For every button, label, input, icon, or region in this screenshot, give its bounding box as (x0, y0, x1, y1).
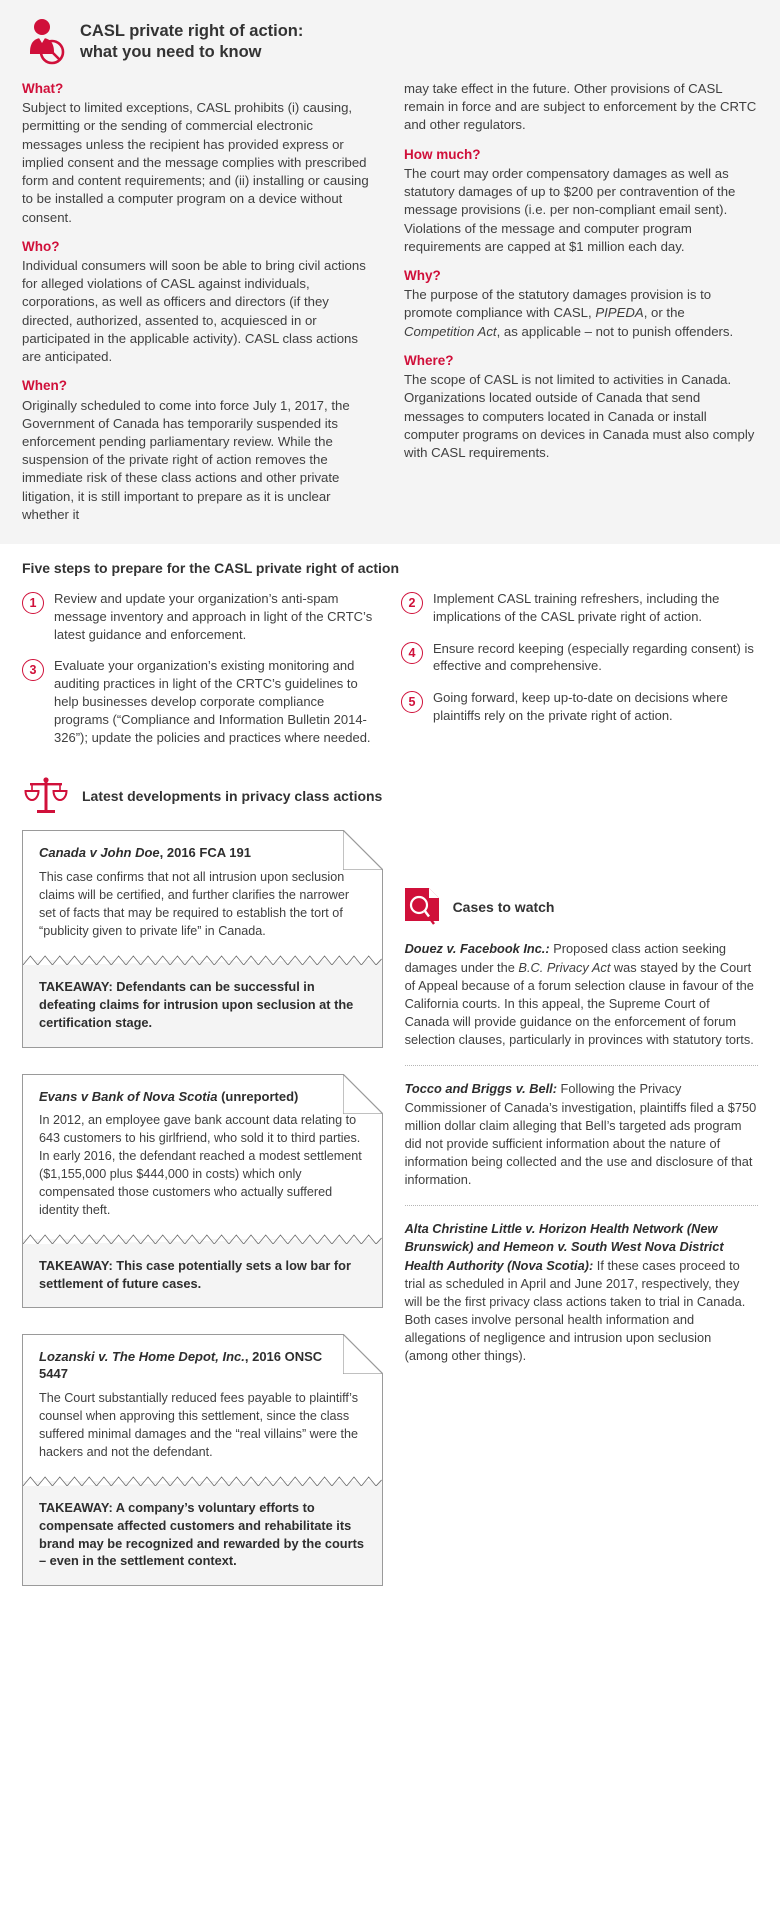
case-body (23, 1075, 382, 1234)
case-body (23, 831, 382, 954)
case-text: In 2012, an employee gave bank account data relating to 643 customers to his girlfriend, who sold it to third parties. In early 2016, the defendant reached a modest settlement ($1,155,000 plus $444,000 in costs) which only compensated those customers who actually suffered identity theft. (39, 1113, 362, 1217)
why-part3: , as applicable – not to punish offenders. (496, 323, 734, 339)
developments-header (22, 776, 758, 816)
step-text: Review and update your organization’s anti-spam message inventory and approach in light of the CRTC’s latest guidance and enforcement. (54, 591, 373, 642)
overview-left-column (22, 80, 376, 524)
case-takeaway: TAKEAWAY: This case potentially sets a low bar for settlement of future cases. (23, 1244, 382, 1308)
step-number: 5 (401, 691, 423, 713)
step-number: 3 (22, 659, 44, 681)
step-item (401, 590, 758, 626)
case-title-citation: , 2016 ONSC 5447 (39, 1349, 323, 1382)
overview-right-column (404, 80, 758, 524)
case-title (39, 1089, 366, 1106)
why-part2: , or the (643, 305, 685, 321)
document-magnifier-icon (405, 888, 439, 926)
case-cards-column (22, 830, 383, 1612)
case-title-citation: , 2016 FCA 191 (159, 845, 251, 861)
developments-section (0, 774, 780, 1634)
step-text: Going forward, keep up-to-date on decisions where plaintiffs rely on the private right of action. (433, 690, 728, 724)
step-number: 4 (401, 642, 423, 664)
steps-left-column (22, 590, 379, 760)
watch-item (405, 1065, 758, 1205)
case-card (22, 830, 383, 1047)
watch-item-text-1: If these cases proceed to trial as scheduled in April and June 2017, respectively, they will be the first privacy class actions taken to trial in Canada. Both cases involve personal health information and allegations of negligence and intrusion upon seclusion (among other things). (404, 1257, 746, 1364)
scales-of-justice-icon (24, 776, 68, 816)
step-item (401, 640, 758, 676)
qa-heading-who: Who? (22, 238, 60, 254)
case-card (22, 1074, 383, 1309)
case-takeaway: TAKEAWAY: A company’s voluntary efforts to compensate affected customers and rehabilitate its brand may be recognized and rewarded by the courts – even in the settlement context. (23, 1486, 382, 1586)
case-text: This case confirms that not all intrusion upon seclusion claims will be certified, and further clarifies the narrower set of facts that may be required to establish the tort of “publicity given to private life” in Canada. (39, 870, 350, 938)
case-title-italic: Evans v Bank of Nova Scotia (39, 1088, 218, 1104)
qa-heading-what: What? (22, 81, 64, 96)
qa-body-how-much: The court may order compensatory damages as well as statutory damages of up to $200 per contravention of the message provisions (i.e. per non-compliant email sent). Violations of the message and computer program requirements are capped at $1 million each day. (404, 165, 736, 254)
watch-item-text-2: was stayed by the Court of Appeal because of a forum selection clause in favour of the California courts. In this appeal, the Supreme Court of Canada will provide guidance on the enforcement of forum selection clauses, particularly in provinces with statutory torts. (404, 959, 754, 1048)
five-steps-grid (22, 590, 758, 760)
overview-header (22, 18, 758, 66)
watch-item-name: Douez v. Facebook Inc.: (404, 941, 550, 957)
developments-title: Latest developments in privacy class actions (82, 788, 383, 805)
qa-body-why (404, 286, 758, 341)
why-italic-competition-act: Competition Act (404, 323, 497, 339)
five-steps-section (0, 544, 780, 774)
case-body (23, 1335, 382, 1475)
five-steps-title: Five steps to prepare for the CASL private right of action (22, 560, 400, 577)
watch-item (405, 1205, 758, 1381)
folded-corner-icon (343, 1074, 383, 1114)
step-text: Implement CASL training refreshers, including the implications of the CASL private right of action. (433, 591, 720, 624)
watch-item (405, 940, 758, 1065)
case-title-citation: (unreported) (217, 1088, 299, 1104)
step-item (22, 657, 379, 746)
page-title-line2: what you need to know (80, 43, 262, 62)
watch-item-name: Alta Christine Little v. Horizon Health Network (New Brunswick) and Hemeon v. South West Nova District Health Authority (Nova Scotia): (404, 1221, 724, 1273)
zigzag-divider (23, 955, 382, 965)
folded-corner-icon (343, 830, 383, 870)
qa-heading-when: When? (22, 378, 67, 394)
steps-right-column (401, 590, 758, 760)
case-title-italic: Canada v John Doe (39, 845, 160, 861)
step-number: 1 (22, 592, 44, 614)
overview-columns (22, 80, 758, 524)
case-text: The Court substantially reduced fees payable to plaintiff’s counsel when approving this settlement, since the class suffered minimal damages and the “real villains” were the hackers and not the defendant. (39, 1391, 358, 1459)
step-text: Evaluate your organization’s existing monitoring and auditing practices in light of the CRTC’s guidelines to help businesses develop corporate compliance programs (“Compliance and Information Bulletin 2014-326”); update the policies and practices where needed. (54, 658, 371, 745)
case-title (39, 1349, 366, 1383)
overview-panel (0, 0, 780, 544)
developments-columns (22, 830, 758, 1612)
qa-heading-why: Why? (404, 267, 441, 283)
watch-item-name: Tocco and Briggs v. Bell: (404, 1081, 557, 1097)
zigzag-divider (23, 1476, 382, 1486)
cases-to-watch-column (405, 830, 758, 1612)
cases-to-watch-title: Cases to watch (452, 899, 555, 916)
step-number: 2 (401, 592, 423, 614)
folded-corner-icon (343, 1334, 383, 1374)
qa-body-who: Individual consumers will soon be able to bring civil actions for alleged violations of CASL against individuals, corporations, as well as officers and directors (if they directed, authorized, assented to, acquiesced in or participated in the applicable activity). CASL class actions are anticipated. (22, 257, 366, 365)
qa-body-when-continued: may take effect in the future. Other provisions of CASL remain in force and are subject to enforcement by the CRTC and other regulators. (404, 81, 757, 133)
watch-item-italic: B.C. Privacy Act (518, 959, 611, 975)
person-prohibited-icon (26, 18, 66, 66)
step-text: Ensure record keeping (especially regarding consent) is effective and comprehensive. (433, 640, 754, 674)
qa-body-what: Subject to limited exceptions, CASL prohibits (i) causing, permitting or the sending of commercial electronic messages unless the recipient has provided express or implied consent and the message complies with prescribed form and content requirements; and (ii) installing or causing to be installed a computer program on a device without consent. (22, 100, 369, 225)
case-card (22, 1334, 383, 1586)
why-part1: The purpose of the statutory damages provision is to promote compliance with CASL, (404, 287, 712, 321)
case-takeaway: TAKEAWAY: Defendants can be successful in defeating claims for intrusion upon seclusion at the certification stage. (23, 965, 382, 1047)
why-italic-pipeda: PIPEDA (595, 305, 644, 321)
step-item (401, 689, 758, 725)
qa-body-when: Originally scheduled to come into force July 1, 2017, the Government of Canada has temporarily suspended its enforcement pending parliamentary review. While the suspension of the private right of action removes the immediate risk of these class actions and other private litigation, it is still important to prepare as it is unclear whether it (22, 397, 350, 522)
qa-heading-where: Where? (404, 352, 454, 368)
page-title-line1: CASL private right of action: (80, 22, 304, 40)
qa-body-where: The scope of CASL is not limited to activities in Canada. Organizations located outside of Canada that send messages to computers located in Canada or install computer programs on devices in Canada must also comply with CASL requirements. (404, 372, 755, 460)
watch-item-text-1: Following the Privacy Commissioner of Canada’s investigation, plaintiffs filed a $750 million dollar claim alleging that Bell’s targeted ads program did not provide sufficient information about the nature of information being collected and the use and disclosure of that information. (404, 1081, 757, 1188)
qa-heading-how-much: How much? (404, 146, 481, 162)
zigzag-divider (23, 1234, 382, 1244)
case-title-italic: Lozanski v. The Home Depot, Inc. (39, 1349, 245, 1365)
watch-item-text-1: Proposed class action seeking damages under the (404, 941, 727, 975)
case-title (39, 845, 366, 862)
cases-to-watch-header (405, 888, 758, 926)
page-title (80, 18, 303, 63)
step-item (22, 590, 379, 643)
